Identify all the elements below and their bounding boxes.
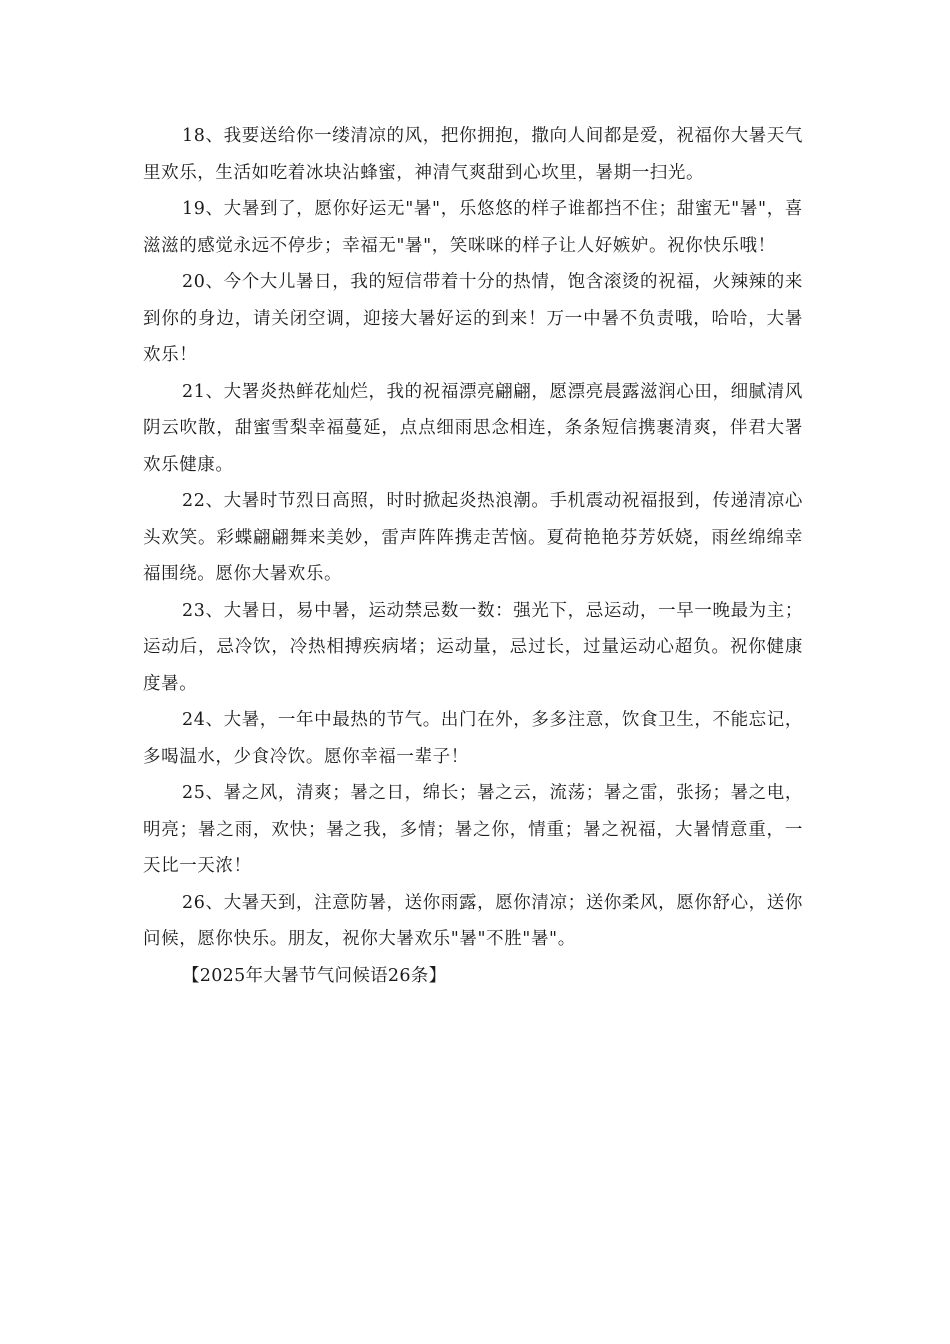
paragraph-18: 18、我要送给你一缕清凉的风，把你拥抱，撒向人间都是爱，祝福你大暑天气里欢乐，生活如吃着冰块沾蜂蜜，神清气爽甜到心坎里，暑期一扫光。 [143,126,803,183]
document-closing-title: 【2025年大暑节气问候语26条】 [182,965,447,986]
paragraph-25: 25、暑之风，清爽；暑之日，绵长；暑之云，流荡；暑之雷，张扬；暑之电，明亮；暑之雨，欢快；暑之我，多情；暑之你，情重；暑之祝福，大暑情意重，一天比一天浓！ [143,783,803,876]
paragraph-26: 26、大暑天到，注意防暑，送你雨露，愿你清凉；送你柔风，愿你舒心，送你问候，愿你快乐。朋友，祝你大暑欢乐"暑"不胜"暑"。 [143,892,803,949]
paragraph-19: 19、大暑到了，愿你好运无"暑"，乐悠悠的样子谁都挡不住；甜蜜无"暑"，喜滋滋的感觉永远不停步；幸福无"暑"，笑咪咪的样子让人好嫉妒。祝你快乐哦！ [143,199,803,256]
paragraph-23: 23、大暑日，易中暑，运动禁忌数一数：强光下，忌运动，一早一晚最为主；运动后，忌冷饮，冷热相搏疾病堵；运动量，忌过长，过量运动心超负。祝你健康度暑。 [143,600,803,694]
paragraph-20: 20、今个大儿暑日，我的短信带着十分的热情，饱含滚烫的祝福，火辣辣的来到你的身边，请关闭空调，迎接大暑好运的到来！万一中暑不负责哦，哈哈，大暑欢乐！ [143,272,803,365]
document-body [143,118,803,994]
paragraph-21: 21、大署炎热鲜花灿烂，我的祝福漂亮翩翩，愿漂亮晨露滋润心田，细腻清风阴云吹散，甜蜜雪梨幸福蔓延，点点细雨思念相连，条条短信携裹清爽，伴君大署欢乐健康。 [143,381,803,475]
paragraph-24: 24、大暑，一年中最热的节气。出门在外，多多注意，饮食卫生，不能忘记，多喝温水，少食冷饮。愿你幸福一辈子！ [143,710,803,767]
paragraph-22: 22、大暑时节烈日高照，时时掀起炎热浪潮。手机震动祝福报到，传递清凉心头欢笑。彩蝶翩翩舞来美妙，雷声阵阵携走苦恼。夏荷艳艳芬芳妖娆，雨丝绵绵幸福围绕。愿你大暑欢乐。 [143,491,803,584]
